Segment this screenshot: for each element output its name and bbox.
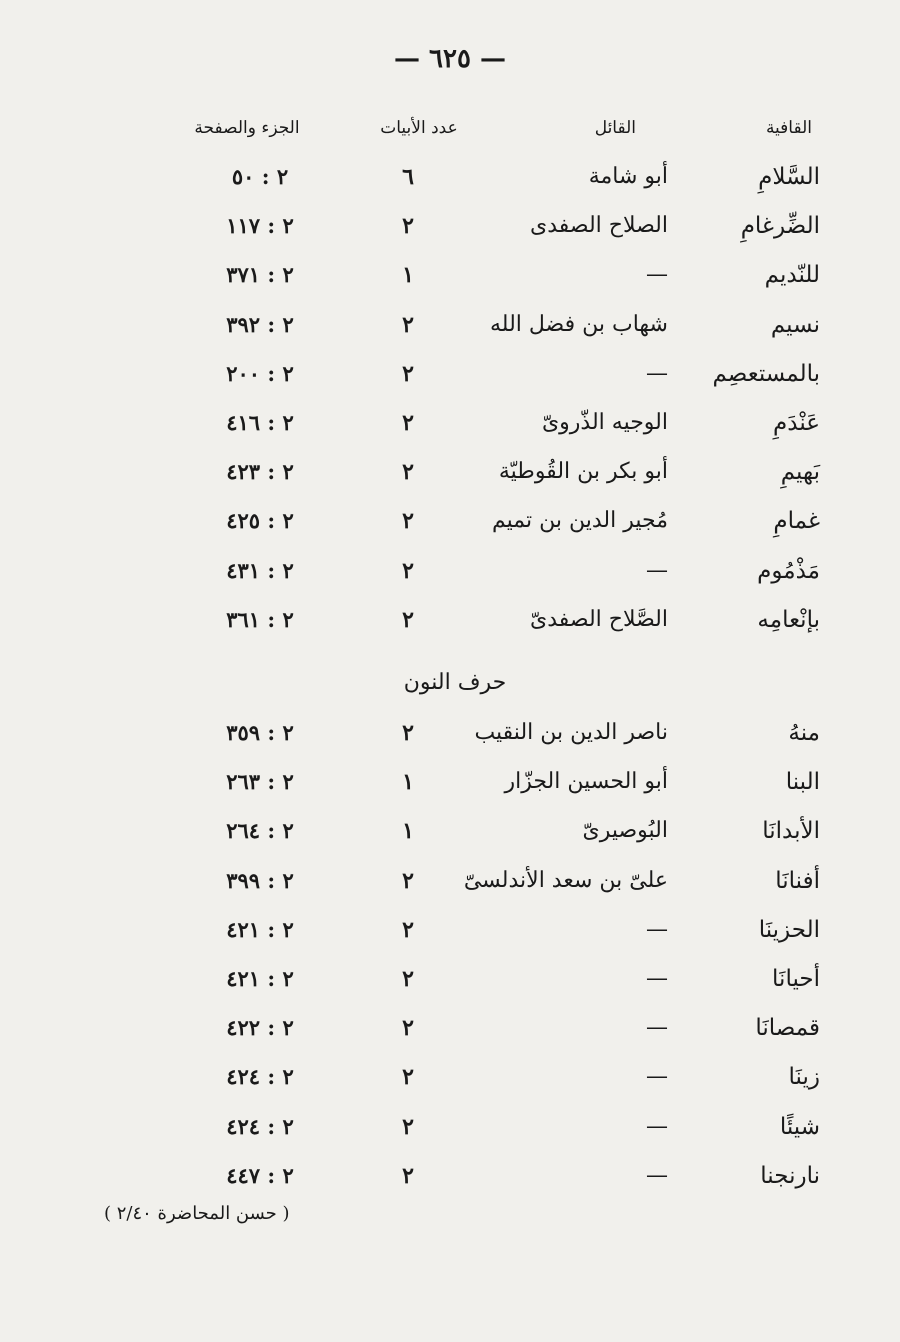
rhyme-cell: نسيم — [770, 311, 820, 338]
poet-cell: الصَّلاح الصفدىّ — [529, 606, 668, 632]
verse-count-cell: ٢ — [402, 606, 414, 633]
volume-page-cell: ٢ : ٢٠٠ — [226, 360, 294, 386]
poet-cell: شهاب بن فضل الله — [490, 311, 668, 337]
poet-cell: — — [646, 360, 668, 386]
column-headers — [0, 118, 900, 162]
volume-page-cell: ٢ : ٣٥٩ — [226, 720, 294, 745]
rhyme-cell: قمصانَا — [755, 1015, 820, 1042]
rhyme-cell: السَّلامِ — [758, 164, 820, 190]
table-row — [0, 1015, 900, 1059]
table-row — [0, 769, 900, 813]
table-row — [0, 720, 900, 764]
poet-cell: أبو شامة — [588, 164, 668, 189]
volume-page-cell: ٢ : ٢٦٤ — [226, 818, 294, 844]
verse-count-cell: ٢ — [402, 720, 414, 746]
poet-cell: — — [646, 1064, 668, 1090]
page-number: — ٦٢٥ — — [393, 44, 507, 74]
rhyme-cell: مَذْمُوم — [757, 557, 820, 584]
verse-count-cell: ٢ — [402, 213, 414, 240]
volume-page-cell: ٢ : ٥٠ — [231, 164, 289, 189]
volume-page-cell: ٢ : ٤٢٣ — [226, 459, 294, 485]
verse-count-cell: ١ — [402, 818, 414, 845]
volume-page-cell: ٢ : ٣٩٩ — [226, 867, 294, 893]
volume-page-cell: ٢ : ٤٢٤ — [226, 1113, 294, 1139]
volume-page-cell: ٢ : ٤٢٥ — [226, 508, 294, 534]
table-row — [0, 818, 900, 862]
table-row — [0, 966, 900, 1010]
verse-count-cell: ١ — [402, 769, 414, 796]
footnote: ( حسن المحاضرة ٢/٤٠ ) — [104, 1203, 290, 1224]
verse-count-cell: ٢ — [402, 410, 414, 436]
table-row — [0, 607, 900, 651]
poet-cell: ناصر الدين بن النقيب — [474, 720, 668, 745]
rhyme-cell: أفنانَا — [775, 867, 820, 894]
verse-count-cell: ١ — [402, 262, 414, 289]
rhyme-cell: الحزينَا — [758, 916, 820, 943]
volume-page-cell: ٢ : ٣٧١ — [226, 262, 294, 288]
poet-cell: — — [646, 557, 668, 583]
table-row — [0, 410, 900, 454]
table-row — [0, 1163, 900, 1207]
table-row — [0, 558, 900, 602]
verse-count-cell: ٢ — [402, 1015, 414, 1042]
volume-page-cell: ٢ : ٤٤٧ — [226, 1162, 294, 1188]
rhyme-cell: أحيانَا — [772, 966, 820, 992]
verse-count-cell: ٢ — [402, 1064, 414, 1091]
verse-count-cell: ٢ — [402, 1113, 414, 1140]
rhyme-cell: نارنجنا — [760, 1162, 820, 1189]
header-rhyme: القافية — [765, 118, 812, 138]
poet-cell: — — [646, 262, 668, 288]
volume-page-cell: ٢ : ٤٢٢ — [226, 1015, 294, 1041]
volume-page-cell: ٢ : ٣٩٢ — [226, 311, 294, 337]
verse-count-cell: ٢ — [402, 916, 414, 943]
table-row — [0, 262, 900, 306]
rhyme-cell: بالمستعصِم — [712, 360, 820, 387]
poet-cell: البُوصيرىّ — [582, 818, 668, 844]
poet-cell: — — [646, 916, 668, 942]
rhyme-cell: للنّديم — [764, 262, 820, 289]
rhyme-cell: غمامِ — [773, 508, 820, 535]
table-row — [0, 312, 900, 356]
verse-count-cell: ٢ — [402, 966, 414, 992]
poet-cell: — — [646, 1113, 668, 1139]
table-row — [0, 508, 900, 552]
poet-cell: الوجيه الذّروىّ — [541, 410, 668, 435]
verse-count-cell: ٢ — [402, 311, 414, 338]
volume-page-cell: ٢ : ٤٢١ — [226, 966, 294, 991]
verse-count-cell: ٢ — [402, 867, 414, 894]
verse-count-cell: ٢ — [402, 557, 414, 584]
volume-page-cell: ٢ : ٣٦١ — [226, 606, 294, 632]
volume-page-cell: ٢ : ٤١٦ — [226, 410, 294, 435]
poet-cell: أبو بكر بن القُوطيّة — [498, 459, 668, 485]
rhyme-cell: زينَا — [788, 1064, 820, 1091]
table-row — [0, 868, 900, 912]
table-row — [0, 917, 900, 961]
rhyme-cell: منهُ — [788, 720, 820, 746]
rhyme-cell: الأبدانَا — [762, 818, 820, 845]
poet-cell: الصلاح الصفدى — [529, 213, 668, 239]
verse-count-cell: ٢ — [402, 508, 414, 535]
table-row — [0, 1114, 900, 1158]
poet-cell: أبو الحسين الجزّار — [504, 769, 668, 795]
table-row — [0, 459, 900, 503]
header-verse-count: عدد الأبيات — [380, 118, 458, 138]
section-heading: حرف النون — [403, 670, 507, 695]
verse-count-cell: ٦ — [402, 164, 414, 190]
rhyme-cell: الضِّرغامِ — [740, 213, 820, 240]
poet-cell: علىّ بن سعد الأندلسىّ — [463, 867, 668, 893]
verse-count-cell: ٢ — [402, 1162, 414, 1189]
rhyme-cell: بَهيمِ — [780, 459, 820, 486]
volume-page-cell: ٢ : ٤٢٤ — [226, 1064, 294, 1090]
rhyme-cell: عَنْدَمِ — [773, 410, 820, 436]
poet-cell: — — [646, 1162, 668, 1188]
volume-page-cell: ٢ : ١١٧ — [226, 213, 294, 239]
table-row — [0, 1064, 900, 1108]
header-volume-page: الجزء والصفحة — [194, 118, 300, 138]
poet-cell: مُجير الدين بن تميم — [492, 508, 668, 534]
rhyme-cell: شيئًا — [779, 1113, 820, 1140]
table-row — [0, 213, 900, 257]
volume-page-cell: ٢ : ٤٢١ — [226, 916, 294, 942]
verse-count-cell: ٢ — [402, 360, 414, 387]
rhyme-cell: البنا — [785, 769, 820, 796]
header-poet: القائل — [594, 118, 636, 138]
volume-page-cell: ٢ : ٢٦٣ — [226, 769, 294, 795]
poet-cell: — — [646, 966, 668, 991]
verse-count-cell: ٢ — [402, 459, 414, 486]
rhyme-cell: بإنْعامِه — [757, 606, 820, 633]
table-row — [0, 361, 900, 405]
table-row — [0, 164, 900, 208]
volume-page-cell: ٢ : ٤٣١ — [226, 557, 294, 583]
poet-cell: — — [646, 1015, 668, 1041]
